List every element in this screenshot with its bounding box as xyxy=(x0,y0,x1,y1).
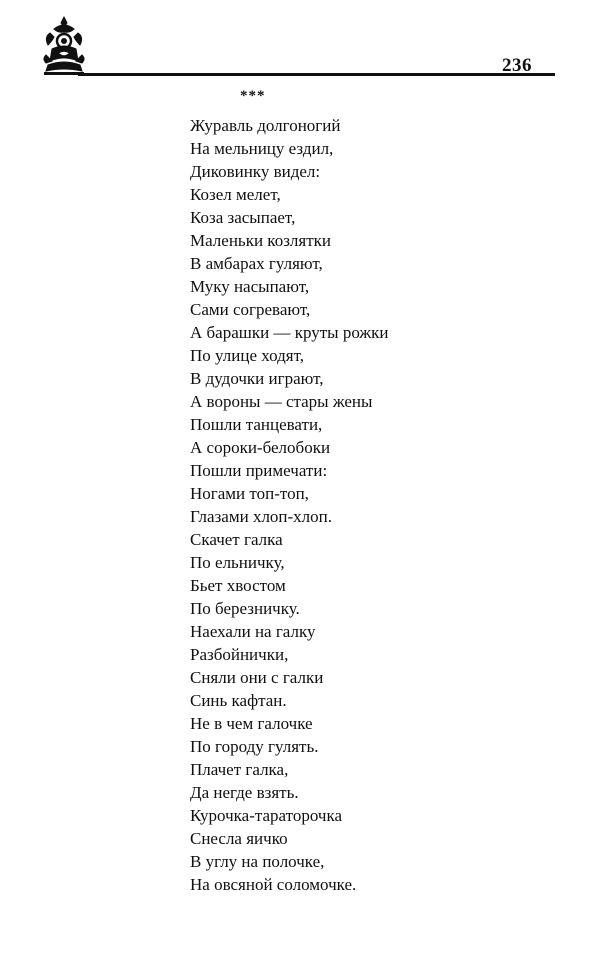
header-rule xyxy=(78,73,555,76)
poem-line: На мельницу ездил, xyxy=(190,139,334,158)
poem-line: Синь кафтан. xyxy=(190,691,287,710)
poem-line: Разбойнички, xyxy=(190,645,289,664)
poem-line: По ельничку, xyxy=(190,553,285,572)
poem-line: А вороны — стары жены xyxy=(190,392,373,411)
section-separator: *** xyxy=(240,88,266,104)
poem-line: Муку насыпают, xyxy=(190,277,310,296)
page-number: 236 xyxy=(502,55,532,76)
poem-line: Диковинку видел: xyxy=(190,162,321,181)
poem-line: Не в чем галочке xyxy=(190,714,313,733)
poem-line: На овсяной соломочке. xyxy=(190,875,357,894)
poem-line: Скачет галка xyxy=(190,530,283,549)
poem-line: Бьет хвостом xyxy=(190,576,286,595)
poem-line: По улице ходят, xyxy=(190,346,304,365)
poem-text xyxy=(190,114,389,896)
poem-line: По березничку. xyxy=(190,599,300,618)
poem-line: А сороки-белобоки xyxy=(190,438,331,457)
poem-line: В углу на полочке, xyxy=(190,852,325,871)
poem-line: В дудочки играют, xyxy=(190,369,324,388)
page-number-underline xyxy=(533,73,555,76)
poem-line: Глазами хлоп-хлоп. xyxy=(190,507,333,526)
poem-line: Да негде взять. xyxy=(190,783,299,802)
poem-line: Ногами топ-топ, xyxy=(190,484,309,503)
poem-line: Пошли примечати: xyxy=(190,461,328,480)
poem-line: В амбарах гуляют, xyxy=(190,254,323,273)
poem-line: Коза засыпает, xyxy=(190,208,296,227)
poem-line: Наехали на галку xyxy=(190,622,316,641)
poem-line: Плачет галка, xyxy=(190,760,289,779)
poem-line: Сами согревают, xyxy=(190,300,311,319)
poem-line: Снесла яичко xyxy=(190,829,288,848)
poem-line: Козел мелет, xyxy=(190,185,281,204)
poem-line: Журавль долгоногий xyxy=(190,116,341,135)
poem-line: Курочка-тараторочка xyxy=(190,806,343,825)
folk-ornament-icon xyxy=(40,15,88,77)
poem-line: По городу гулять. xyxy=(190,737,319,756)
poem-line: Маленьки козлятки xyxy=(190,231,331,250)
poem-line: Сняли они с галки xyxy=(190,668,324,687)
poem-line: Пошли танцевати, xyxy=(190,415,323,434)
poem-line: А барашки — круты рожки xyxy=(190,323,389,342)
